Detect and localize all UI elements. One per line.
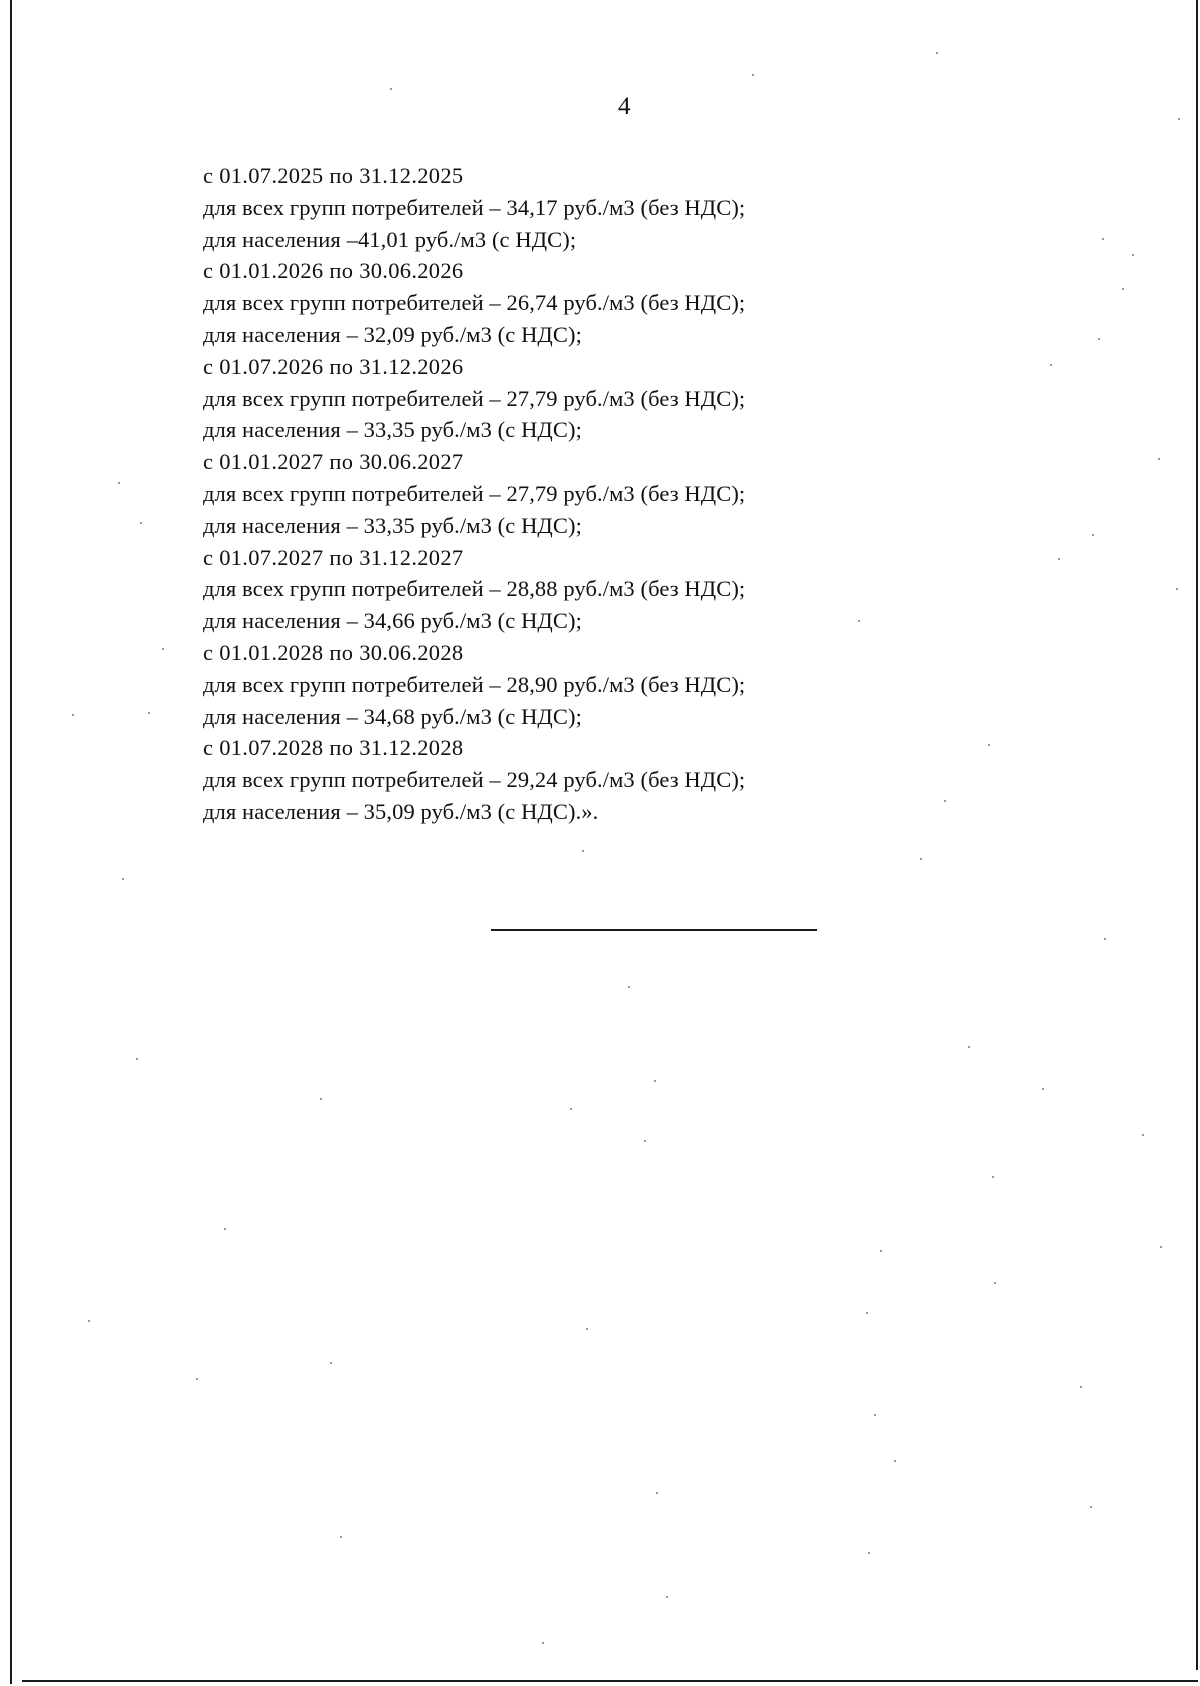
scan-speck <box>1132 254 1134 256</box>
tariff-line-all-consumers: для всех групп потребителей – 27,79 руб./м3 (без НДС); <box>203 480 746 506</box>
scan-speck <box>88 1320 90 1322</box>
tariff-line-population: для населения – 35,09 руб./м3 (с НДС).». <box>203 798 599 824</box>
scan-border-right <box>1196 0 1198 1670</box>
scan-speck <box>858 620 860 622</box>
scan-speck <box>390 88 392 90</box>
period-line: с 01.01.2026 по 30.06.2026 <box>203 258 464 284</box>
scan-speck <box>968 1046 970 1048</box>
tariff-line-population: для населения – 34,66 руб./м3 (с НДС); <box>203 608 582 634</box>
scan-speck <box>330 1362 332 1364</box>
period-line: с 01.07.2027 по 31.12.2027 <box>203 544 464 570</box>
scan-speck <box>118 482 120 484</box>
scan-speck <box>1102 238 1104 240</box>
scan-speck <box>1176 588 1178 590</box>
scan-speck <box>920 858 922 860</box>
scan-speck <box>1058 558 1060 560</box>
scan-speck <box>1142 1134 1144 1136</box>
scan-speck <box>1160 1246 1162 1248</box>
tariff-line-population: для населения –41,01 руб./м3 (с НДС); <box>203 226 577 252</box>
scan-speck <box>224 1228 226 1230</box>
scan-speck <box>988 744 990 746</box>
scan-speck <box>1080 1386 1082 1388</box>
scan-border-left <box>10 0 12 1684</box>
scan-speck <box>582 850 584 852</box>
scan-speck <box>1178 118 1180 120</box>
scan-speck <box>752 74 754 76</box>
scan-speck <box>196 1378 198 1380</box>
scan-speck <box>1092 534 1094 536</box>
scan-speck <box>570 1108 572 1110</box>
scan-speck <box>1104 938 1106 940</box>
scan-speck <box>148 712 150 714</box>
scan-speck <box>1158 458 1160 460</box>
scan-speck <box>994 1282 996 1284</box>
scan-speck <box>1042 1088 1044 1090</box>
scan-border-bottom <box>22 1680 1198 1682</box>
scan-speck <box>72 714 74 716</box>
tariff-schedule <box>203 160 823 828</box>
scan-speck <box>1098 338 1100 340</box>
tariff-line-all-consumers: для всех групп потребителей – 34,17 руб./м3 (без НДС); <box>203 194 746 220</box>
tariff-line-all-consumers: для всех групп потребителей – 26,74 руб./м3 (без НДС); <box>203 290 746 316</box>
scan-speck <box>586 1328 588 1330</box>
period-line: с 01.07.2025 по 31.12.2025 <box>203 163 464 188</box>
closing-rule <box>491 929 817 931</box>
tariff-line-all-consumers: для всех групп потребителей – 28,90 руб./м3 (без НДС); <box>203 671 746 697</box>
scan-speck <box>874 1414 876 1416</box>
scan-speck <box>894 1460 896 1462</box>
scan-speck <box>542 1642 544 1644</box>
tariff-line-population: для населения – 33,35 руб./м3 (с НДС); <box>203 417 582 443</box>
scan-speck <box>866 1312 868 1314</box>
scan-speck <box>162 648 164 650</box>
tariff-line-all-consumers: для всех групп потребителей – 29,24 руб./м3 (без НДС); <box>203 767 746 793</box>
scan-speck <box>656 1492 658 1494</box>
period-line: с 01.01.2027 по 30.06.2027 <box>203 449 464 475</box>
scan-speck <box>654 1080 656 1082</box>
tariff-line-all-consumers: для всех групп потребителей – 28,88 руб./м3 (без НДС); <box>203 576 746 602</box>
page-number: 4 <box>618 93 631 120</box>
scan-speck <box>1122 288 1124 290</box>
period-line: с 01.01.2028 по 30.06.2028 <box>203 639 464 665</box>
scan-speck <box>628 986 630 988</box>
scan-speck <box>936 52 938 54</box>
period-line: с 01.07.2026 по 31.12.2026 <box>203 353 464 379</box>
scan-speck <box>1050 364 1052 366</box>
scan-speck <box>880 1250 882 1252</box>
scan-speck <box>1090 1506 1092 1508</box>
scan-speck <box>868 1552 870 1554</box>
tariff-line-population: для населения – 34,68 руб./м3 (с НДС); <box>203 703 582 729</box>
tariff-line-population: для населения – 32,09 руб./м3 (с НДС); <box>203 321 582 347</box>
scan-speck <box>944 800 946 802</box>
scan-speck <box>340 1536 342 1538</box>
scan-speck <box>136 1058 138 1060</box>
scan-speck <box>666 1596 668 1598</box>
scan-speck <box>992 1176 994 1178</box>
scan-speck <box>644 1140 646 1142</box>
tariff-line-population: для населения – 33,35 руб./м3 (с НДС); <box>203 512 582 538</box>
scan-speck <box>122 878 124 880</box>
scan-speck <box>140 522 142 524</box>
tariff-line-all-consumers: для всех групп потребителей – 27,79 руб./м3 (без НДС); <box>203 385 746 411</box>
period-line: с 01.07.2028 по 31.12.2028 <box>203 735 464 761</box>
scan-speck <box>320 1098 322 1100</box>
